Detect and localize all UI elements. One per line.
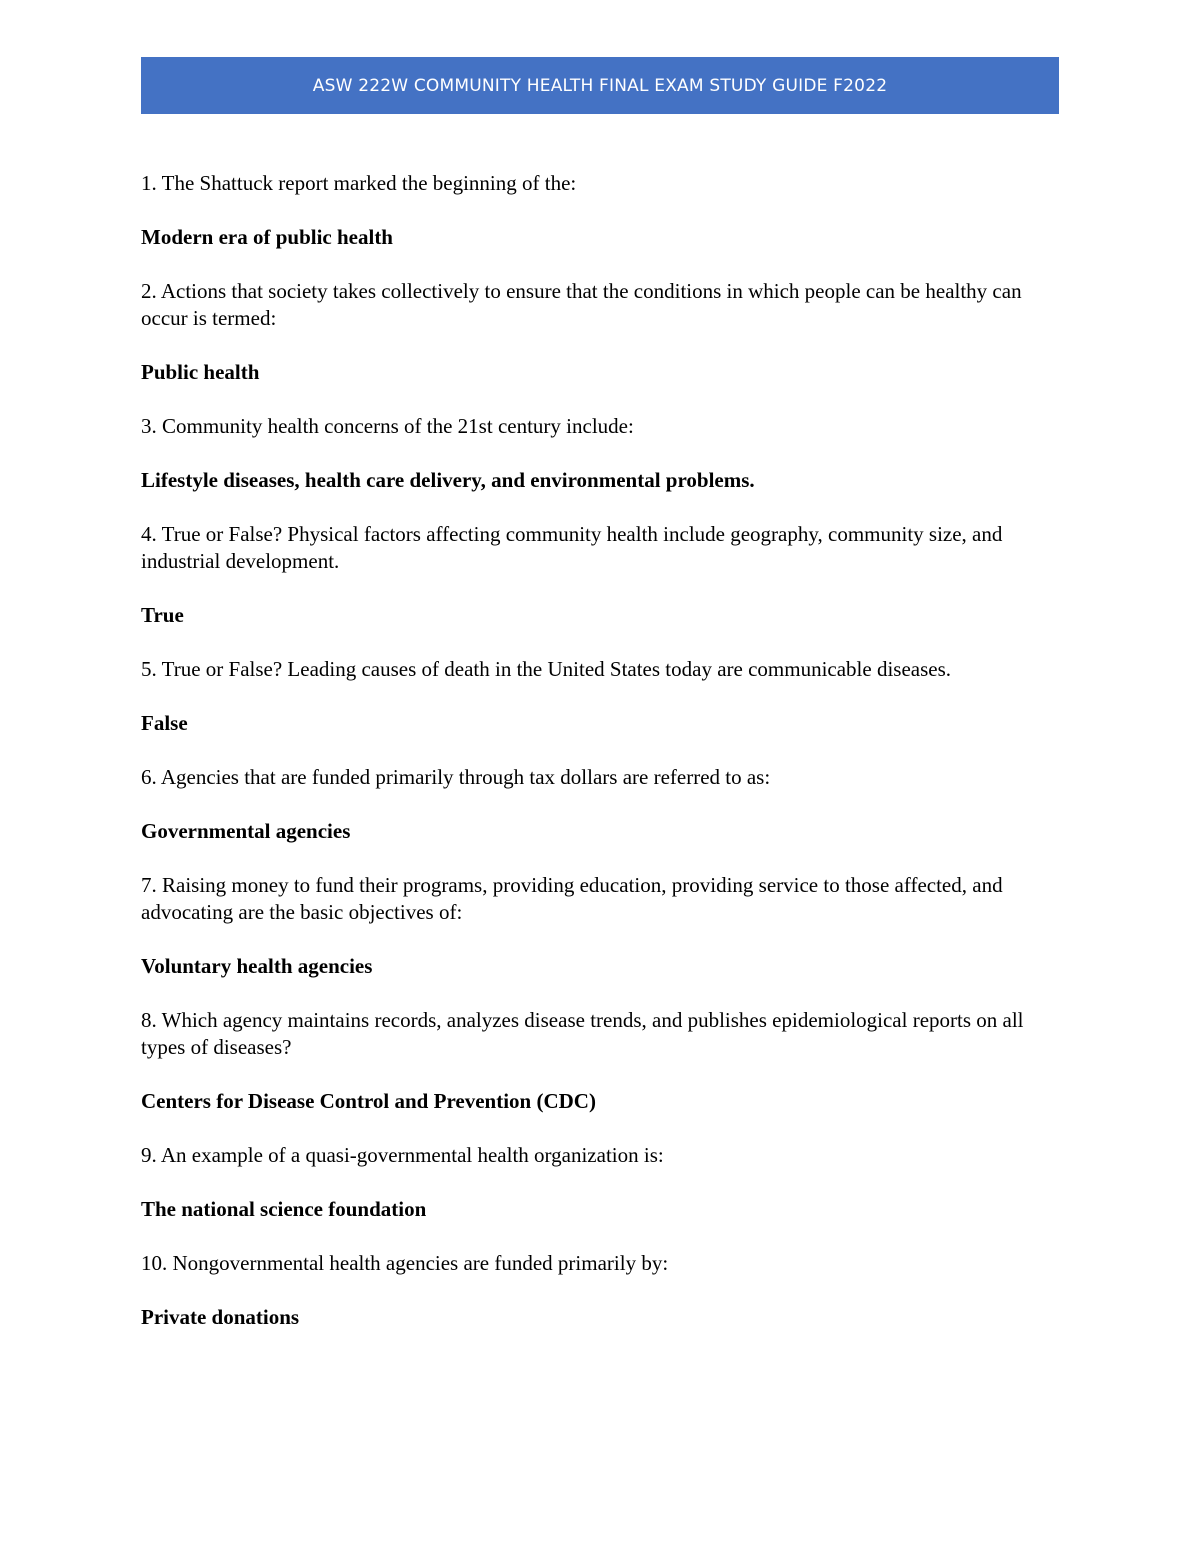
answer-text: The national science foundation bbox=[141, 1197, 427, 1221]
qa-item-8 bbox=[141, 1007, 1041, 1115]
question-text: 7. Raising money to fund their programs, providing education, providing service to those affected, and advocating are the basic objectives of: bbox=[141, 873, 1003, 924]
qa-item-5 bbox=[141, 656, 1041, 737]
qa-item-1 bbox=[141, 170, 1041, 251]
question-text: 6. Agencies that are funded primarily through tax dollars are referred to as: bbox=[141, 765, 771, 789]
qa-item-4 bbox=[141, 521, 1041, 629]
question-text: 10. Nongovernmental health agencies are funded primarily by: bbox=[141, 1251, 669, 1275]
answer-text: Lifestyle diseases, health care delivery, and environmental problems. bbox=[141, 468, 755, 492]
document-title: ASW 222W COMMUNITY HEALTH FINAL EXAM STUDY GUIDE F2022 bbox=[312, 75, 888, 96]
answer-text: Modern era of public health bbox=[141, 225, 393, 249]
qa-item-7 bbox=[141, 872, 1041, 980]
study-guide-content bbox=[141, 170, 1041, 1358]
question-text: 9. An example of a quasi-governmental health organization is: bbox=[141, 1143, 664, 1167]
qa-item-2 bbox=[141, 278, 1041, 386]
qa-item-10 bbox=[141, 1250, 1041, 1331]
qa-item-6 bbox=[141, 764, 1041, 845]
qa-item-3 bbox=[141, 413, 1041, 494]
question-text: 8. Which agency maintains records, analyzes disease trends, and publishes epidemiological reports on all types of diseases? bbox=[141, 1008, 1024, 1059]
answer-text: Governmental agencies bbox=[141, 819, 351, 843]
question-text: 2. Actions that society takes collectively to ensure that the conditions in which people can be healthy can occur is termed: bbox=[141, 279, 1022, 330]
header-banner bbox=[141, 57, 1059, 114]
answer-text: Public health bbox=[141, 360, 260, 384]
question-text: 4. True or False? Physical factors affecting community health include geography, community size, and industrial development. bbox=[141, 522, 1003, 573]
question-text: 3. Community health concerns of the 21st century include: bbox=[141, 414, 634, 438]
question-text: 1. The Shattuck report marked the beginning of the: bbox=[141, 171, 577, 195]
answer-text: True bbox=[141, 603, 184, 627]
question-text: 5. True or False? Leading causes of death in the United States today are communicable diseases. bbox=[141, 657, 952, 681]
answer-text: Private donations bbox=[141, 1305, 300, 1329]
qa-item-9 bbox=[141, 1142, 1041, 1223]
answer-text: Voluntary health agencies bbox=[141, 954, 373, 978]
answer-text: False bbox=[141, 711, 188, 735]
answer-text: Centers for Disease Control and Prevention (CDC) bbox=[141, 1089, 596, 1113]
